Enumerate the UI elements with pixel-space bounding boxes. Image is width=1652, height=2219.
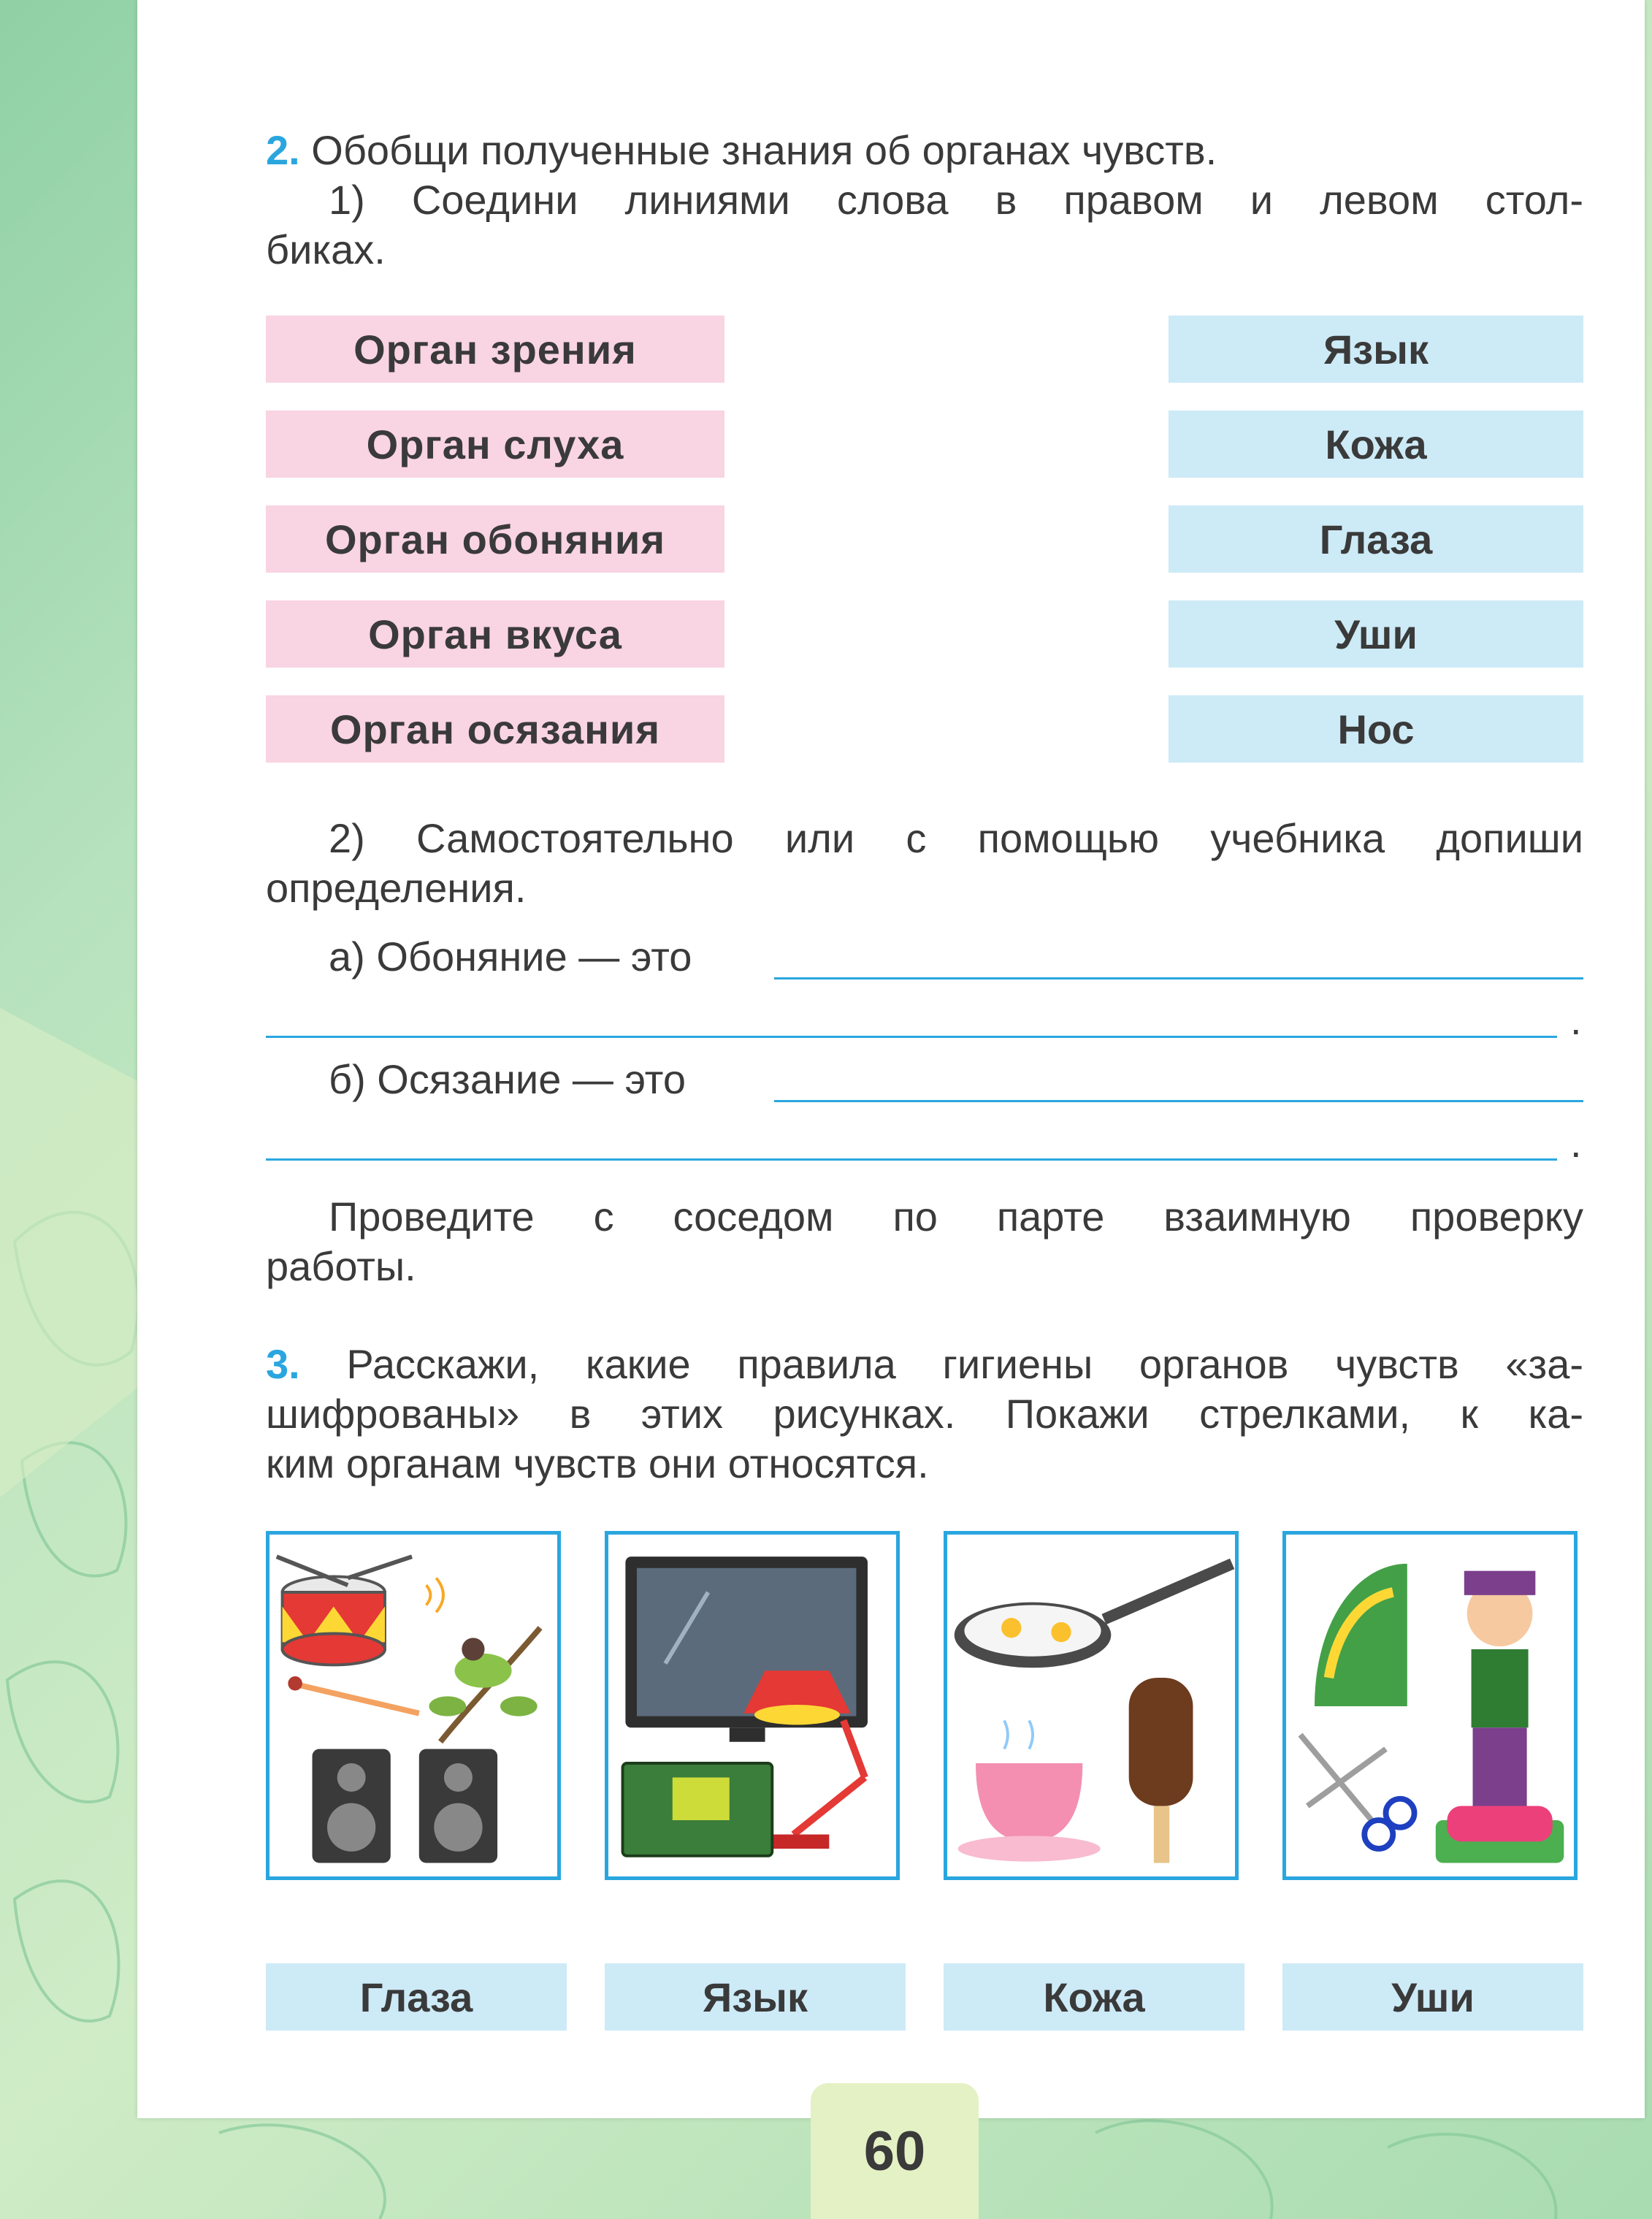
right-item-eyes[interactable]: Глаза	[1169, 505, 1583, 573]
task3-line1-text: Расскажи, какие правила гигиены органов чувств «за-	[346, 1341, 1584, 1387]
tea-cup-icon	[958, 1720, 1101, 1861]
right-item-ears[interactable]: Уши	[1169, 600, 1583, 668]
definition-a-label: а) Обоняние — это	[329, 933, 692, 979]
task3-line2: шифрованы» в этих рисунках. Покажи стрелками, к ка-	[266, 1391, 1583, 1437]
left-item-vision[interactable]: Орган зрения	[266, 316, 724, 383]
cold-boy-icon	[1464, 1571, 1536, 1820]
task2-part2-line1: 2) Самостоятельно или с помощью учебника допиши	[329, 815, 1583, 861]
definition-a-line2[interactable]	[266, 1036, 1557, 1038]
task2-number: 2.	[266, 127, 300, 173]
bird-on-branch-icon	[429, 1628, 540, 1742]
picture-vision-hygiene[interactable]	[605, 1531, 900, 1880]
page-number: 60	[811, 2083, 979, 2219]
task3-number: 3.	[266, 1341, 300, 1387]
task3-line1	[266, 1340, 1583, 1389]
right-item-skin[interactable]: Кожа	[1169, 410, 1583, 478]
label-eyes[interactable]: Глаза	[266, 1963, 567, 2031]
label-ears[interactable]: Уши	[1282, 1963, 1583, 2031]
definition-b-line2[interactable]	[266, 1158, 1557, 1161]
frying-pan-icon	[955, 1564, 1232, 1668]
definition-b-label: б) Осязание — это	[329, 1056, 686, 1102]
left-item-touch[interactable]: Орган осязания	[266, 695, 724, 763]
ice-cream-icon	[1129, 1678, 1193, 1863]
left-item-taste[interactable]: Орган вкуса	[266, 600, 724, 668]
picture-skin-hygiene[interactable]	[1282, 1531, 1578, 1880]
definition-a-period: .	[1570, 997, 1582, 1043]
picture-hearing-hygiene[interactable]	[266, 1531, 561, 1880]
picture-taste-hygiene[interactable]	[944, 1531, 1239, 1880]
sound-waves-icon	[427, 1578, 443, 1612]
task2-heading	[266, 126, 1217, 175]
task2-instruction-line2: биках.	[266, 226, 386, 272]
match-icon	[288, 1676, 418, 1714]
left-item-smell[interactable]: Орган обоняния	[266, 505, 724, 573]
soap-icon	[1436, 1806, 1564, 1863]
definition-a-line1[interactable]	[774, 977, 1583, 979]
peer-check-line1: Проведите с соседом по парте взаимную проверку	[329, 1193, 1583, 1240]
scissors-icon	[1301, 1735, 1415, 1849]
task2-heading-text: Обобщи полученные знания об органах чувств.	[311, 127, 1217, 173]
drum-icon	[277, 1557, 412, 1665]
iron-icon	[1315, 1564, 1407, 1706]
peer-check-line2: работы.	[266, 1243, 416, 1289]
task2-part2-line2: определения.	[266, 865, 527, 911]
task3-line3: ким органам чувств они относятся.	[266, 1440, 929, 1486]
right-item-tongue[interactable]: Язык	[1169, 316, 1583, 383]
speakers-icon	[313, 1749, 498, 1863]
label-tongue[interactable]: Язык	[605, 1963, 906, 2031]
book-icon	[623, 1763, 773, 1856]
task2-instruction-line1: 1) Соедини линиями слова в правом и левом стол-	[329, 177, 1583, 223]
left-item-hearing[interactable]: Орган слуха	[266, 410, 724, 478]
label-skin[interactable]: Кожа	[944, 1963, 1244, 2031]
definition-b-period: .	[1570, 1120, 1582, 1166]
right-item-nose[interactable]: Нос	[1169, 695, 1583, 763]
definition-b-line1[interactable]	[774, 1100, 1583, 1102]
